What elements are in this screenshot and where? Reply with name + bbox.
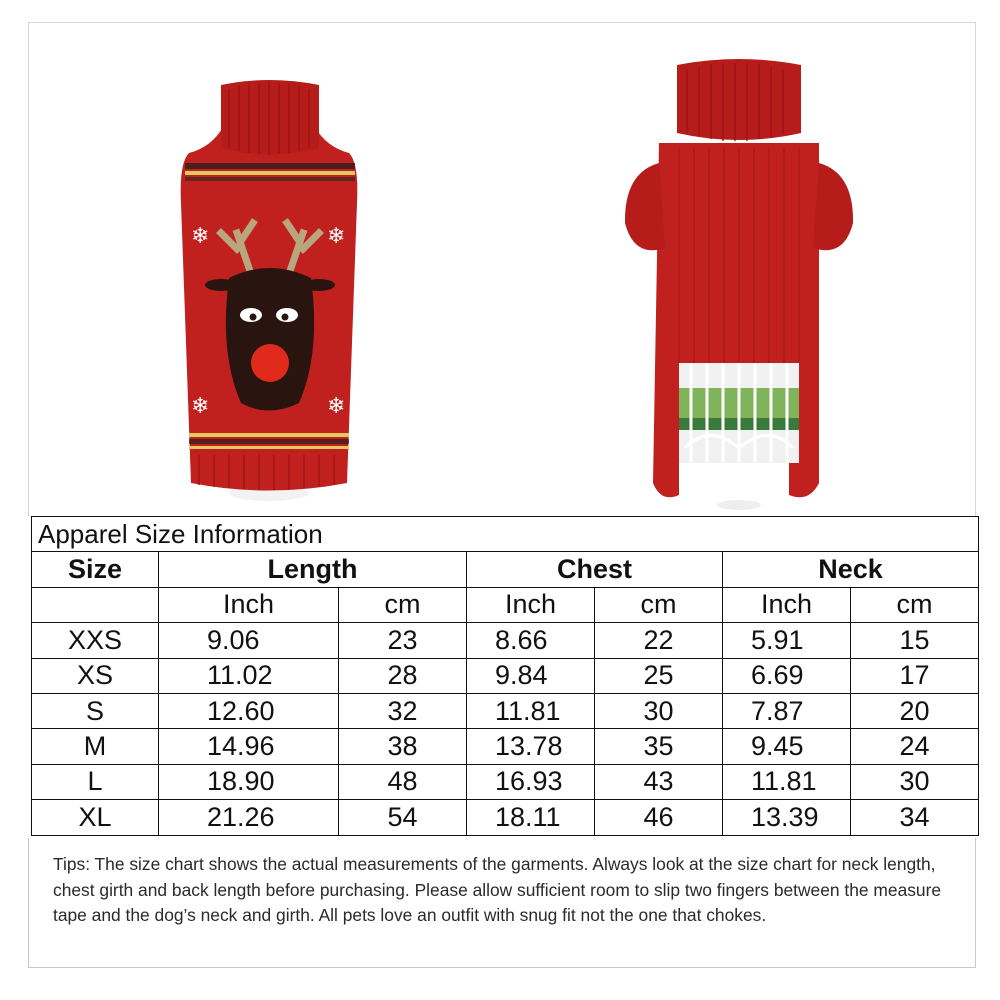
svg-text:❄: ❄ [327, 224, 346, 249]
length-inch-cell: 21.26 [159, 800, 339, 835]
table-row [32, 729, 979, 764]
neck-cm-cell: 30 [851, 764, 979, 799]
unit-cm: cm [851, 587, 979, 622]
chest-cm-cell: 46 [595, 800, 723, 835]
size-cell: XL [32, 800, 159, 835]
length-cm-cell: 48 [339, 764, 467, 799]
unit-inch: Inch [159, 587, 339, 622]
table-caption-row [32, 517, 979, 552]
length-inch-cell: 14.96 [159, 729, 339, 764]
length-inch-cell: 11.02 [159, 658, 339, 693]
table-row [32, 693, 979, 728]
neck-inch-cell: 6.69 [723, 658, 851, 693]
chest-cm-cell: 25 [595, 658, 723, 693]
length-cm-cell: 32 [339, 693, 467, 728]
neck-cm-cell: 15 [851, 623, 979, 658]
length-inch-cell: 18.90 [159, 764, 339, 799]
neck-inch-cell: 5.91 [723, 623, 851, 658]
neck-cm-cell: 24 [851, 729, 979, 764]
chest-inch-cell: 16.93 [467, 764, 595, 799]
chest-cm-cell: 30 [595, 693, 723, 728]
length-cm-cell: 38 [339, 729, 467, 764]
neck-inch-cell: 13.39 [723, 800, 851, 835]
svg-text:❄: ❄ [327, 394, 346, 419]
product-photos [28, 22, 976, 498]
units-blank [32, 587, 159, 622]
length-inch-cell: 9.06 [159, 623, 339, 658]
table-row [32, 658, 979, 693]
chest-inch-cell: 9.84 [467, 658, 595, 693]
table-caption: Apparel Size Information [32, 517, 979, 552]
header-chest: Chest [467, 552, 723, 587]
chest-inch-cell: 18.11 [467, 800, 595, 835]
size-chart-table [31, 516, 979, 836]
table-row [32, 623, 979, 658]
neck-cm-cell: 34 [851, 800, 979, 835]
size-cell: XXS [32, 623, 159, 658]
chest-inch-cell: 11.81 [467, 693, 595, 728]
size-cell: XS [32, 658, 159, 693]
svg-text:❄: ❄ [191, 224, 210, 249]
header-length: Length [159, 552, 467, 587]
chest-inch-cell: 13.78 [467, 729, 595, 764]
header-neck: Neck [723, 552, 979, 587]
table-row [32, 764, 979, 799]
chest-cm-cell: 35 [595, 729, 723, 764]
chest-cm-cell: 43 [595, 764, 723, 799]
sweater-back-image [619, 43, 859, 513]
svg-text:❄: ❄ [191, 394, 210, 419]
size-cell: L [32, 764, 159, 799]
tips-box [28, 838, 976, 968]
neck-cm-cell: 17 [851, 658, 979, 693]
neck-inch-cell: 7.87 [723, 693, 851, 728]
divider [28, 498, 29, 516]
neck-cm-cell: 20 [851, 693, 979, 728]
chest-inch-cell: 8.66 [467, 623, 595, 658]
unit-inch: Inch [467, 587, 595, 622]
chest-cm-cell: 22 [595, 623, 723, 658]
tips-text: Tips: The size chart shows the actual measurements of the garments. Always look at the size chart for neck length, chest girth and back length before purchasing. Please allow sufficient room to slip two fingers between the measure tape and the dog’s neck and girth. All pets love an outfit with snug fit not the one that chokes. [53, 854, 942, 926]
length-cm-cell: 54 [339, 800, 467, 835]
table-row [32, 800, 979, 835]
length-inch-cell: 12.60 [159, 693, 339, 728]
header-size: Size [32, 552, 159, 587]
neck-inch-cell: 9.45 [723, 729, 851, 764]
sweater-front-image [169, 53, 369, 503]
unit-inch: Inch [723, 587, 851, 622]
unit-cm: cm [595, 587, 723, 622]
table-units-row [32, 587, 979, 622]
table-header-row [32, 552, 979, 587]
unit-cm: cm [339, 587, 467, 622]
length-cm-cell: 28 [339, 658, 467, 693]
size-cell: M [32, 729, 159, 764]
divider [975, 498, 976, 516]
length-cm-cell: 23 [339, 623, 467, 658]
neck-inch-cell: 11.81 [723, 764, 851, 799]
size-cell: S [32, 693, 159, 728]
